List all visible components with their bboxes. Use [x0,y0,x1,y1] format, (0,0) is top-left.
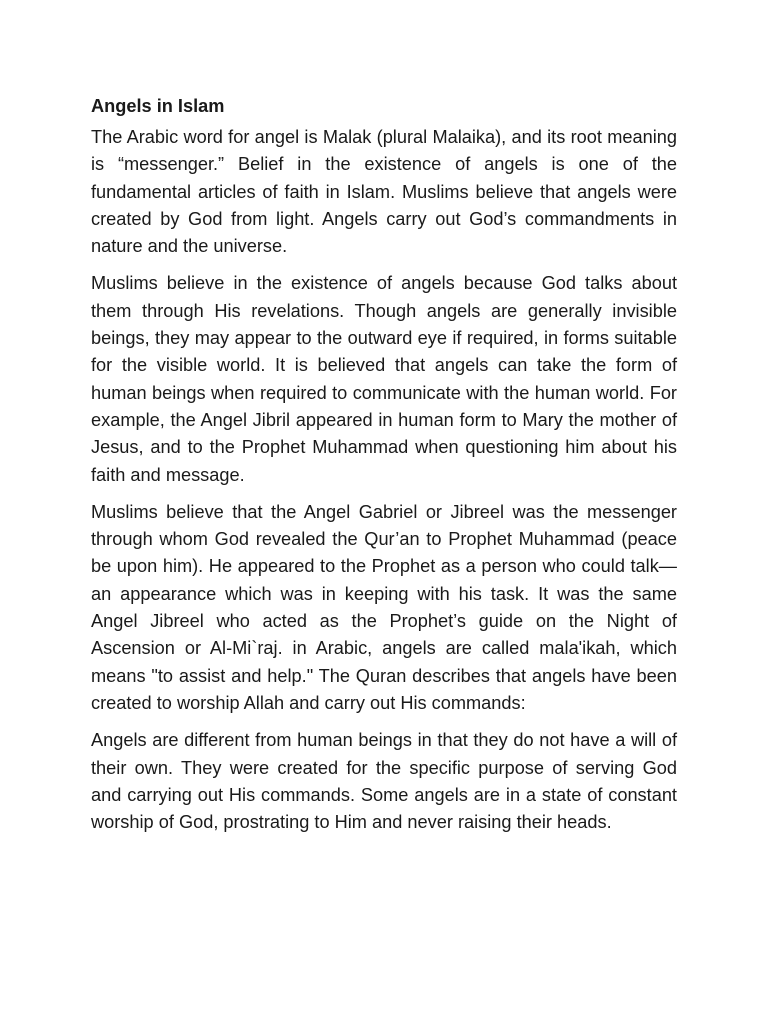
paragraph-3: Muslims believe that the Angel Gabriel or Jibreel was the messenger through whom God revealed the Qur’an to Prophet Muhammad (peace be upon him). He appeared to the Prophet as a person who could talk—an appearance which was in keeping with his task. It was the same Angel Jibreel who acted as the Prophet’s guide on the Night of Ascension or Al-Mi`raj. in Arabic, angels are called mala'ikah, which means "to assist and help." The Quran describes that angels have been created to worship Allah and carry out His commands: [91,501,677,713]
paragraph-4: Angels are different from human beings in that they do not have a will of their own. They were created for the specific purpose of serving God and carrying out His commands. Some angels are in a state of constant worship of God, prostrating to Him and never raising their heads. [91,730,677,833]
paragraph-2: Muslims believe in the existence of angels because God talks about them through His revelations. Though angels are generally invisible beings, they may appear to the outward eye if required, in forms suitable for the visible world. It is believed that angels can take the form of human beings when required to communicate with the human world. For example, the Angel Jibril appeared in human form to Mary the mother of Jesus, and to the Prophet Muhammad when questioning him about his faith and message. [91,273,677,485]
document-title: Angels in Islam [91,96,225,116]
document-body [91,94,677,846]
paragraph-1: The Arabic word for angel is Malak (plural Malaika), and its root meaning is “messenger.” Belief in the existence of angels is one of the fundamental articles of faith in Islam. Muslims believe that angels were created by God from light. Angels carry out God’s commandments in nature and the universe. [91,127,677,257]
